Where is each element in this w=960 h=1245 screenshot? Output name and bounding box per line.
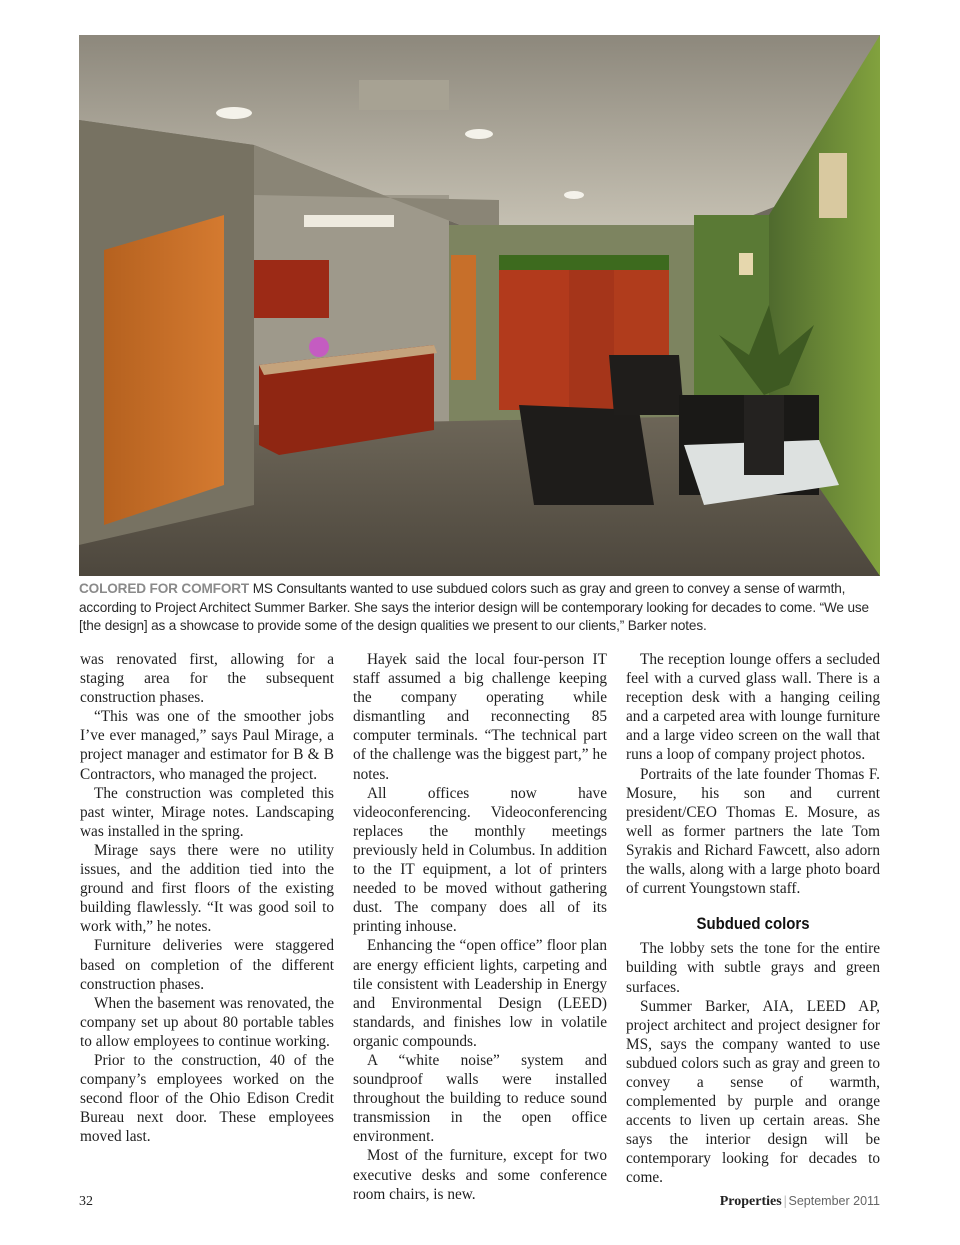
page-number: 32 xyxy=(79,1194,93,1209)
photo-caption xyxy=(79,580,880,636)
office-lobby-illustration xyxy=(79,35,880,576)
paragraph: “This was one of the smoother jobs I’ve ever managed,” says Paul Mirage, a project manager and estimator for B & B Contractors, who managed the project. xyxy=(80,708,334,783)
paragraph: When the basement was renovated, the company set up about 80 portable tables to allow employees to continue working. xyxy=(80,994,334,1050)
paragraph: Furniture deliveries were staggered based on completion of the different construction phases. xyxy=(80,937,334,993)
paragraph: Portraits of the late founder Thomas F. Mosure, his son and current president/CEO Thomas E. Mosure, as well as former partners the late Tom Syrakis and Richard Fawcett, also adorn the walls, along with a large photo board of current Youngstown staff. xyxy=(626,765,880,898)
caption-lead: COLORED FOR COMFORT xyxy=(79,581,250,596)
paragraph: Prior to the construction, 40 of the company’s employees worked on the second floor of the Ohio Edison Credit Bureau next door. These employees moved last. xyxy=(80,1051,334,1146)
paragraph: was renovated first, allowing for a staging area for the subsequent construction phases. xyxy=(80,651,334,707)
paragraph: The reception lounge offers a secluded feel with a curved glass wall. There is a reception desk with a hanging ceiling and a carpeted area with lounge furniture and a large video screen on the wall that runs a loop of company project photos. xyxy=(626,651,880,764)
paragraph: Enhancing the “open office” floor plan are energy efficient lights, carpeting and tile consistent with Leadership in Energy and Environmental Design (LEED) standards, and finishes low in volatile organic compounds. xyxy=(353,937,607,1050)
paragraph: Mirage says there were no utility issues, and the addition tied into the ground and first floors of the existing building flawlessly. “It was good soil to work with,” he notes. xyxy=(80,841,334,936)
issue-date: September 2011 xyxy=(788,1194,880,1208)
section-subhead: Subdued colors xyxy=(696,914,810,934)
paragraph: The lobby sets the tone for the entire building with subtle grays and green surfaces. xyxy=(626,940,880,996)
publication-name: Properties xyxy=(719,1194,782,1209)
paragraph: Hayek said the local four-person IT staff assumed a big challenge keeping the company operating while dismantling and reconnecting 85 computer terminals. “The technical part of the challenge was the biggest part,” he notes. xyxy=(353,651,607,783)
paragraph: The construction was completed this past winter, Mirage notes. Landscaping was installed in the spring. xyxy=(80,784,334,840)
publication-footer xyxy=(720,1194,880,1210)
article-column-2 xyxy=(353,650,607,1204)
article-column-1 xyxy=(80,650,334,1146)
caption-text: MS Consultants wanted to use subdued colors such as gray and green to convey a sense of warmth, according to Project Architect Summer Barker. She says the interior design will be contemporary looking for decades to come. “We use [the design] as a showcase to provide some of the design qualities we present to our clients,” Barker notes. xyxy=(79,581,869,634)
paragraph: Summer Barker, AIA, LEED AP, project architect and project designer for MS, says the company wanted to use subdued colors such as gray and green to convey a sense of warmth, complemented by purple and orange accents to liven up certain areas. She says the interior design will be contemporary looking for decades to come. xyxy=(626,997,880,1187)
paragraph: A “white noise” system and soundproof walls were installed throughout the building to reduce sound transmission in the open office environment. xyxy=(353,1051,607,1146)
article-column-3 xyxy=(626,650,880,1188)
footer-separator: | xyxy=(783,1194,787,1209)
paragraph: Most of the furniture, except for two executive desks and some conference room chairs, is new. xyxy=(353,1147,607,1203)
paragraph: All offices now have videoconferencing. Videoconferencing replaces the monthly meetings previously held in Columbus. In addition to the IT equipment, a lot of printers needed to be moved without gathering dust. The company does all of its printing inhouse. xyxy=(353,784,607,936)
office-lobby-photo xyxy=(79,35,880,576)
